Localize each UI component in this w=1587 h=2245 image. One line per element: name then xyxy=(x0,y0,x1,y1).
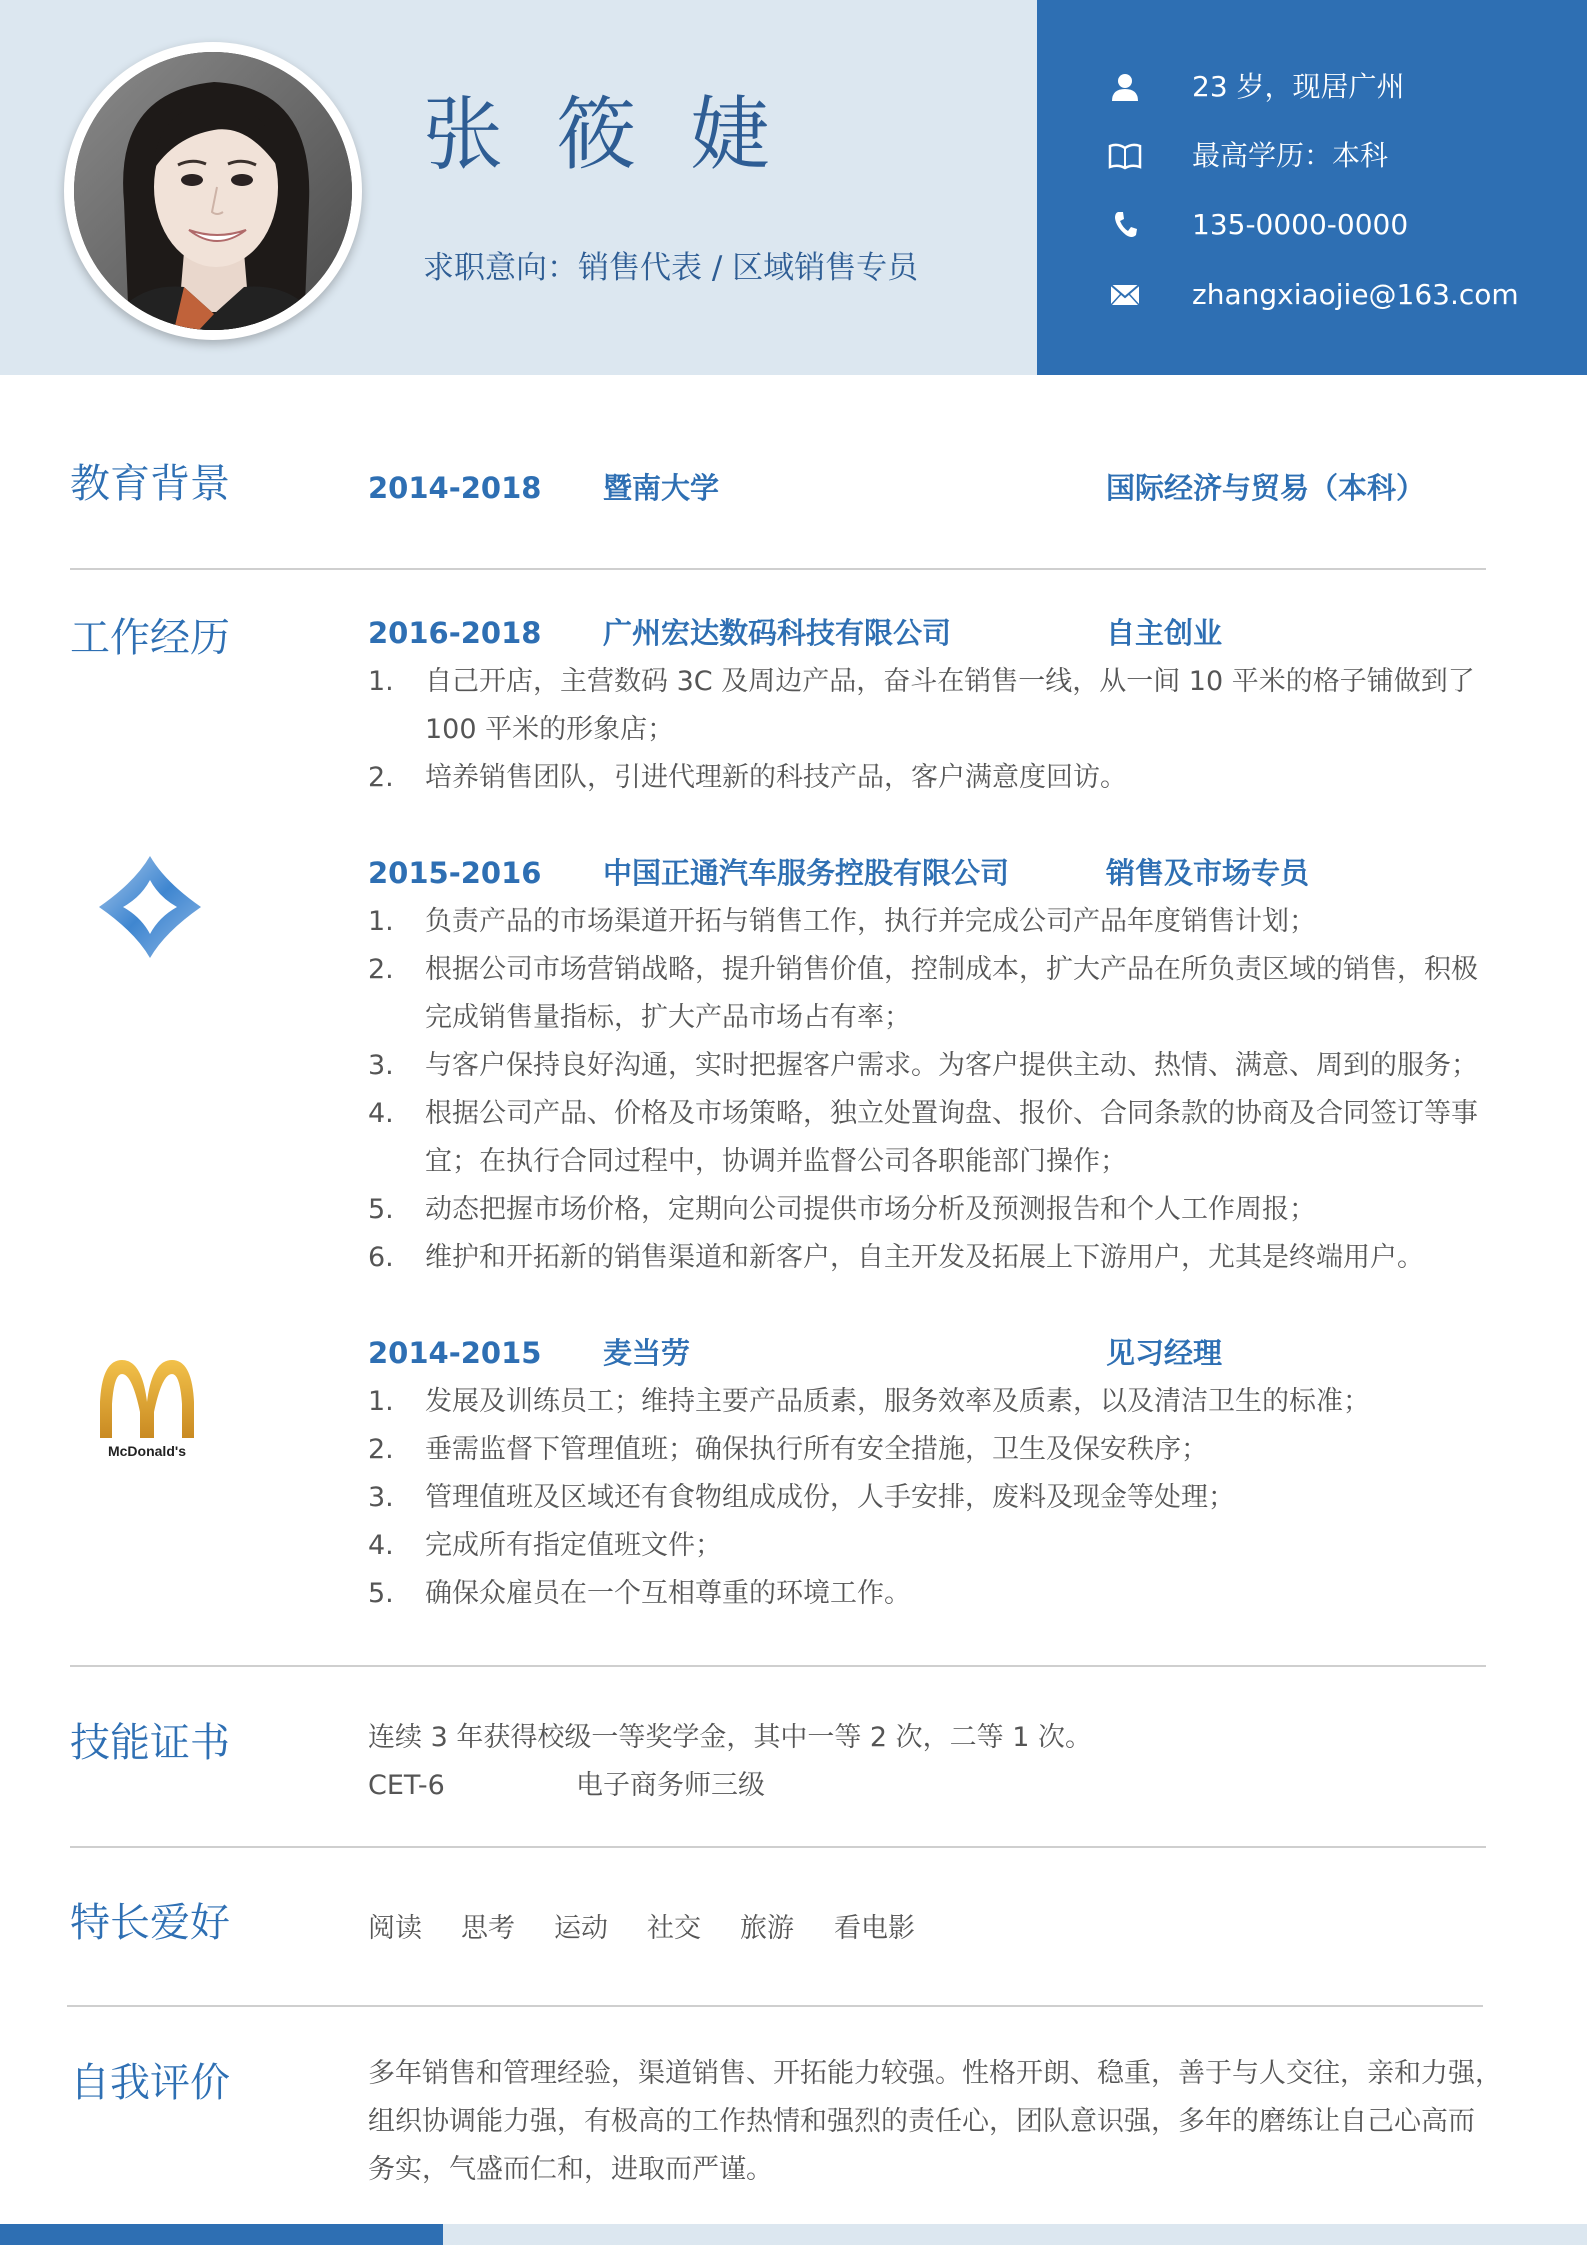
contact-email[interactable] xyxy=(1100,270,1519,320)
list-item: 1. 负责产品的市场渠道开拓与销售工作，执行并完成公司产品年度销售计划； xyxy=(368,906,1316,937)
work-title: 工作经历 xyxy=(70,615,230,661)
divider xyxy=(70,568,1486,570)
job-company: 麦当劳 xyxy=(603,1336,691,1370)
hobby-item: 运动 xyxy=(554,1913,608,1944)
footer-bar-light xyxy=(443,2224,1587,2245)
contact-education xyxy=(1100,131,1389,181)
list-item: 3. 管理值班及区域还有食物组成成份，人手安排，废料及现金等处理； xyxy=(368,1482,1235,1513)
company-logo-mcdonalds xyxy=(92,1352,202,1462)
skills-cert-cet6: CET-6 xyxy=(368,1770,445,1801)
user-icon xyxy=(1100,62,1150,112)
skills-title: 技能证书 xyxy=(70,1720,230,1766)
list-item: 5. 动态把握市场价格，定期向公司提供市场分析及预测报告和个人工作周报； xyxy=(368,1194,1316,1225)
self-evaluation-title: 自我评价 xyxy=(70,2060,230,2106)
list-item: 2. 垂需监督下管理值班；确保执行所有安全措施，卫生及保安秩序； xyxy=(368,1434,1208,1465)
divider xyxy=(67,2005,1483,2007)
company-logo-zhengtong xyxy=(95,852,205,962)
job-role: 自主创业 xyxy=(1106,616,1223,650)
hobbies-title: 特长爱好 xyxy=(70,1900,230,1946)
divider xyxy=(70,1846,1486,1848)
job-company: 中国正通汽车服务控股有限公司 xyxy=(603,856,1010,890)
list-item: 4. 根据公司产品、价格及市场策略，独立处置询盘、报价、合同条款的协商及合同签订等事宜；在执行合同过程中，协调并监督公司各职能部门操作； xyxy=(368,1098,1478,1177)
contact-phone-text[interactable]: 135-0000-0000 xyxy=(1192,208,1409,241)
skills-scholarship: 连续 3 年获得校级一等奖学金，其中一等 2 次，二等 1 次。 xyxy=(368,1722,1093,1753)
job-intent: 求职意向：销售代表 / 区域销售专员 xyxy=(423,250,919,286)
job-role: 销售及市场专员 xyxy=(1106,856,1310,890)
contact-email-text[interactable]: zhangxiaojie@163.com xyxy=(1192,278,1519,311)
list-item: 1. 自己开店，主营数码 3C 及周边产品，奋斗在销售一线，从一间 10 平米的格子铺做到了 100 平米的形象店； xyxy=(368,666,1475,745)
job-period: 2015-2016 xyxy=(368,856,542,890)
self-evaluation-line: 多年销售和管理经验，渠道销售、开拓能力较强。性格开朗、稳重，善于与人交往，亲和力强， xyxy=(368,2058,1502,2089)
list-item: 5. 确保众雇员在一个互相尊重的环境工作。 xyxy=(368,1578,911,1609)
avatar xyxy=(74,52,352,330)
hobby-item: 阅读 xyxy=(368,1913,422,1944)
self-evaluation-line: 务实，气盛而仁和，进取而严谨。 xyxy=(368,2154,773,2185)
mail-icon xyxy=(1100,270,1150,320)
phone-icon xyxy=(1100,200,1150,250)
avatar-photo xyxy=(74,52,352,330)
mcdonalds-logo-text: McDonald's xyxy=(107,1443,187,1459)
hobby-item: 看电影 xyxy=(834,1913,915,1944)
contact-education-text: 最高学历：本科 xyxy=(1192,139,1389,172)
self-evaluation-line: 组织协调能力强，有极高的工作热情和强烈的责任心，团队意识强，多年的磨练让自己心高而 xyxy=(368,2106,1475,2137)
education-major: 国际经济与贸易（本科） xyxy=(1106,471,1426,505)
hobby-item: 社交 xyxy=(647,1913,701,1944)
list-item: 2. 培养销售团队，引进代理新的科技产品，客户满意度回访。 xyxy=(368,762,1127,793)
list-item: 3. 与客户保持良好沟通，实时把握客户需求。为客户提供主动、热情、满意、周到的服务； xyxy=(368,1050,1478,1081)
contact-age xyxy=(1100,62,1405,112)
job-company: 广州宏达数码科技有限公司 xyxy=(603,616,952,650)
list-item: 4. 完成所有指定值班文件； xyxy=(368,1530,722,1561)
skills-cert-ecommerce: 电子商务师三级 xyxy=(576,1770,765,1801)
list-item: 6. 维护和开拓新的销售渠道和新客户，自主开发及拓展上下游用户，尤其是终端用户。 xyxy=(368,1242,1424,1273)
education-school: 暨南大学 xyxy=(603,471,720,505)
education-period: 2014-2018 xyxy=(368,471,542,505)
book-icon xyxy=(1100,131,1150,181)
job-period: 2014-2015 xyxy=(368,1336,542,1370)
candidate-name: 张 筱 婕 xyxy=(423,88,784,181)
list-item: 2. 根据公司市场营销战略，提升销售价值，控制成本，扩大产品在所负责区域的销售，积极完成销售量指标，扩大产品市场占有率； xyxy=(368,954,1478,1033)
contact-phone[interactable] xyxy=(1100,200,1409,250)
footer-bar-accent xyxy=(0,2224,443,2245)
list-item: 1. 发展及训练员工；维持主要产品质素，服务效率及质素，以及清洁卫生的标准； xyxy=(368,1386,1370,1417)
hobby-item: 旅游 xyxy=(740,1913,794,1944)
education-title: 教育背景 xyxy=(70,461,230,507)
hobby-item: 思考 xyxy=(461,1913,515,1944)
contact-age-text: 23 岁，现居广州 xyxy=(1192,70,1405,103)
job-period: 2016-2018 xyxy=(368,616,542,650)
job-role: 见习经理 xyxy=(1106,1336,1223,1370)
divider xyxy=(70,1665,1486,1667)
